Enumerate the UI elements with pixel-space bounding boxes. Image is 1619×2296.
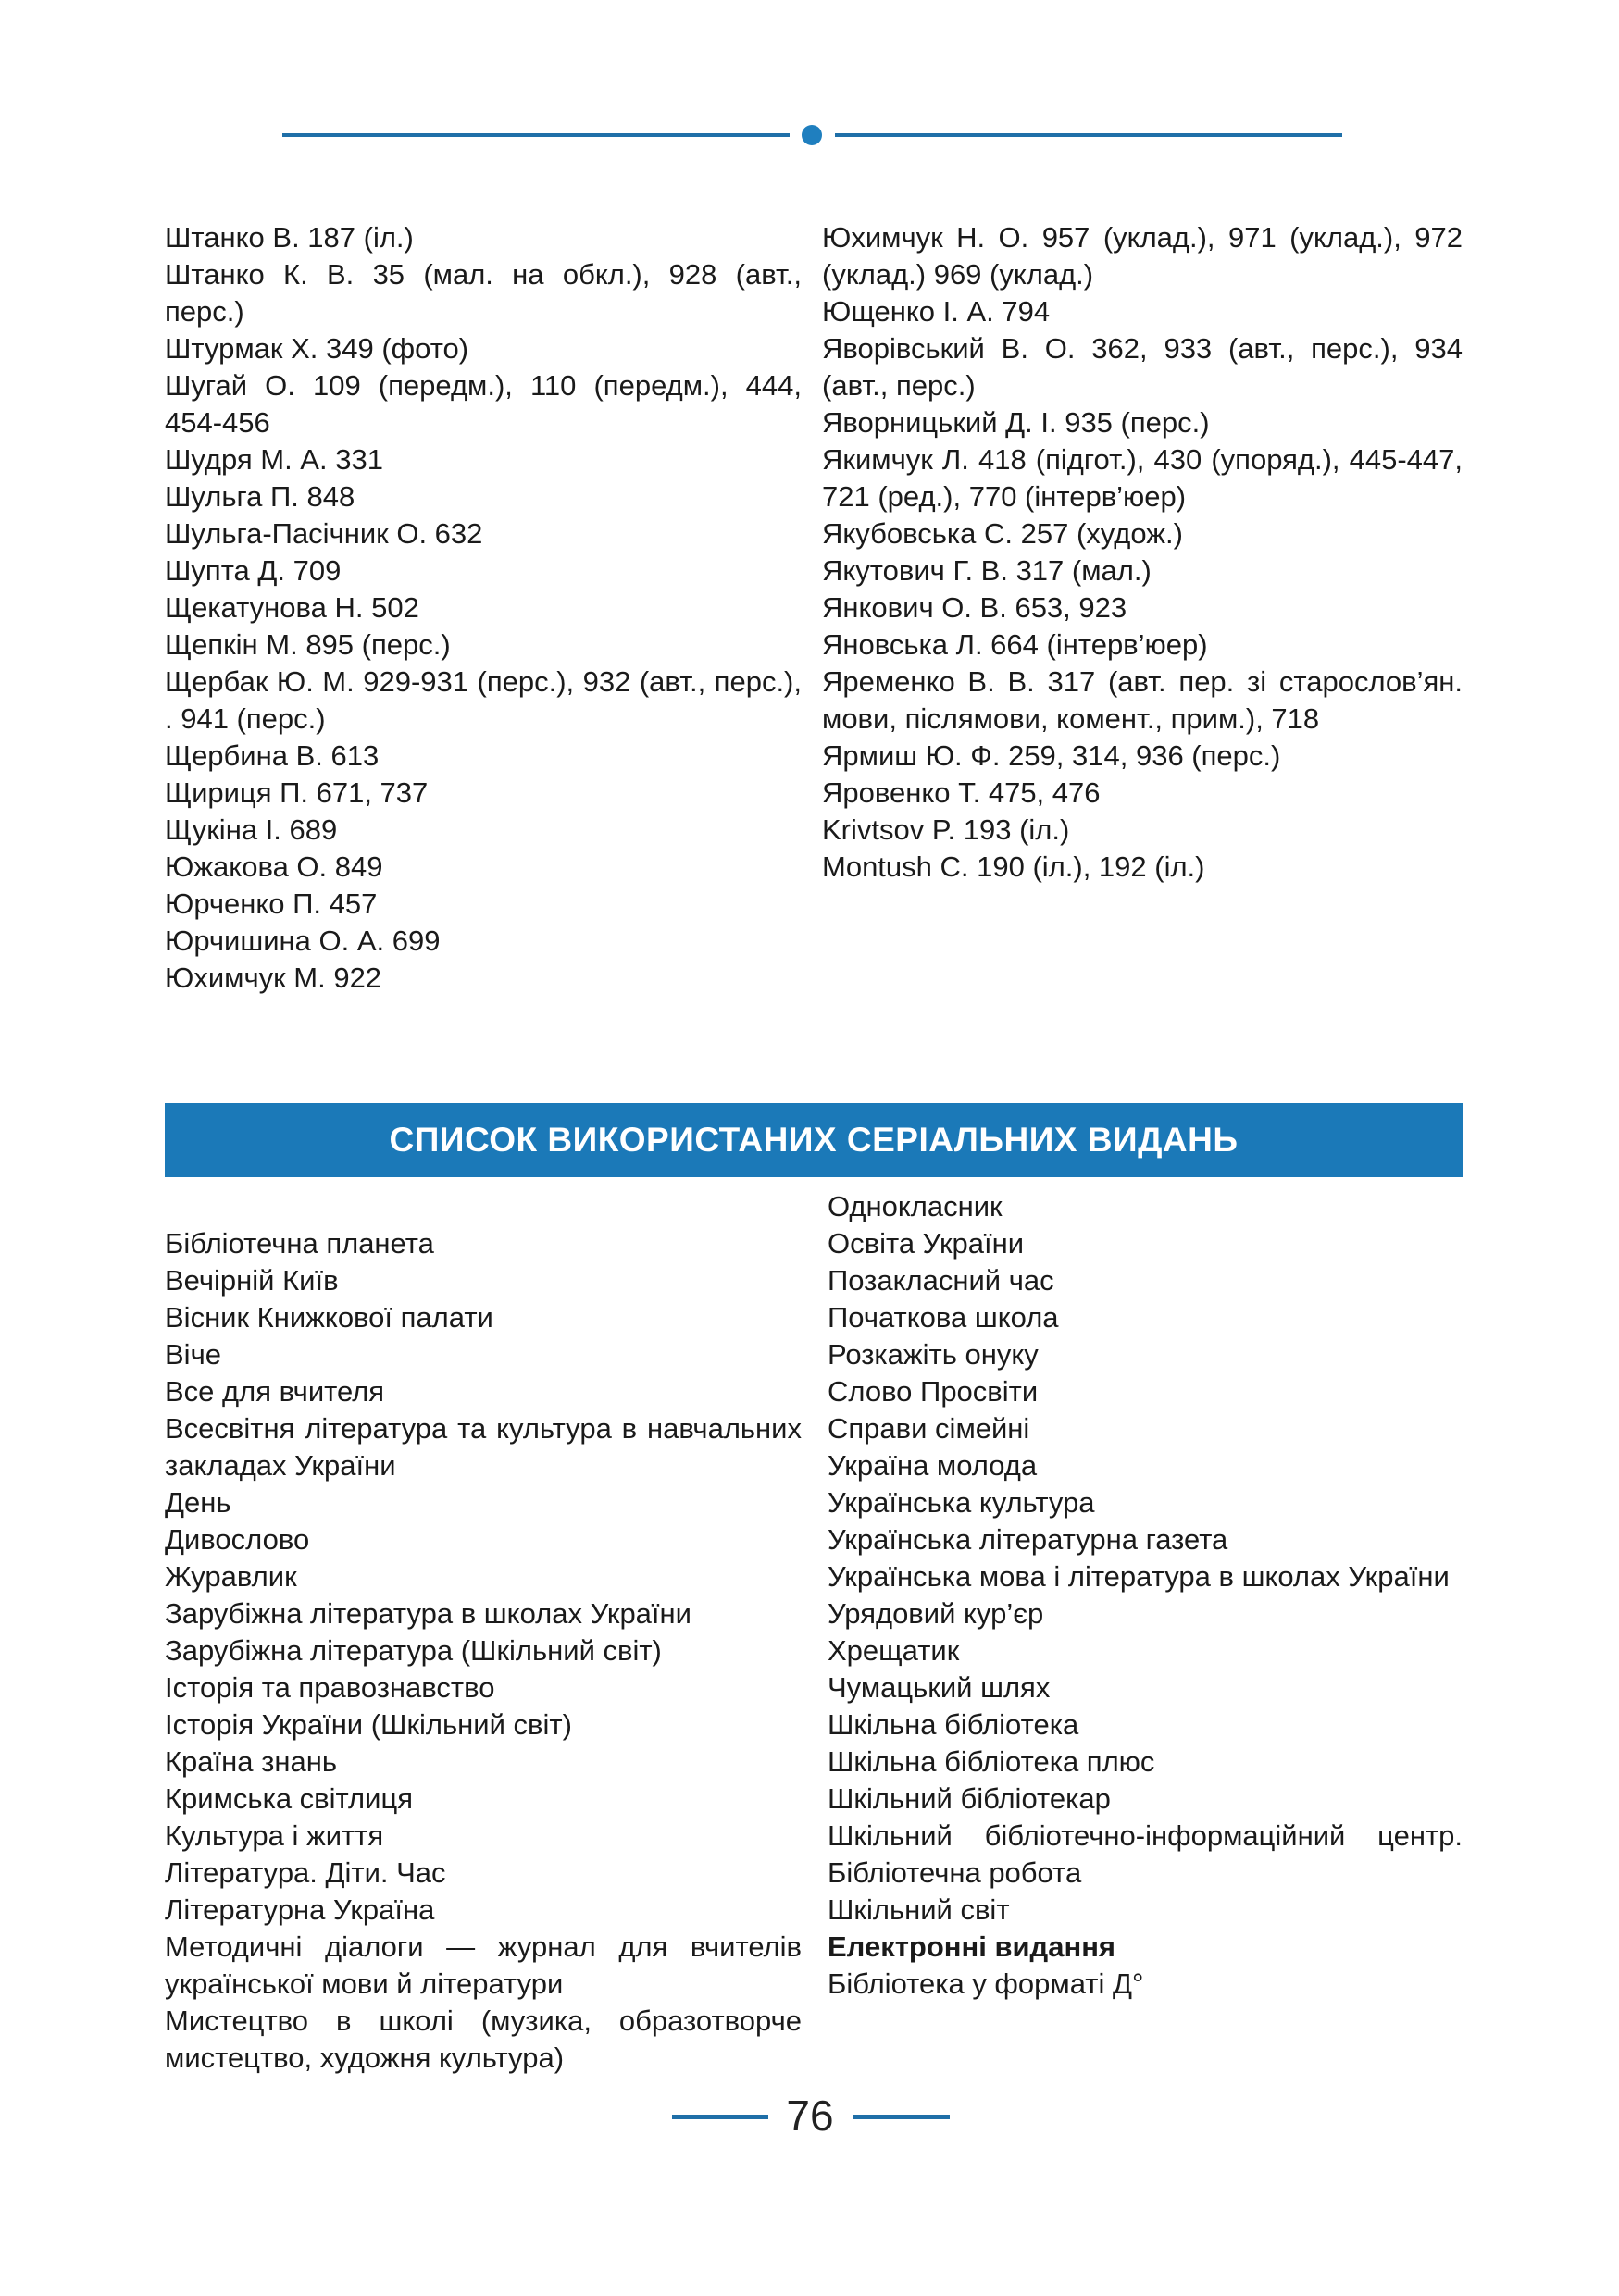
index-entry: Шугай О. 109 (передм.), 110 (передм.), 444, 454-456 <box>165 369 802 439</box>
serial-item: Шкільний бібліотекар <box>828 1782 1111 1815</box>
index-entry: Krivtsov P. 193 (іл.) <box>822 813 1070 846</box>
index-entry: Янкович О. В. 653, 923 <box>822 591 1127 624</box>
serial-item: Однокласник <box>828 1190 1003 1222</box>
index-entry: Щекатунова Н. 502 <box>165 591 419 624</box>
index-entry: Яворівський В. О. 362, 933 (авт., перс.), 934 (авт., перс.) <box>822 332 1463 402</box>
serial-item: Позакласний час <box>828 1264 1054 1297</box>
serial-item: Справи сімейні <box>828 1412 1030 1445</box>
serial-item: Віче <box>165 1338 221 1371</box>
footer-rule-right <box>853 2115 950 2119</box>
index-entry: Щербак Ю. М. 929-931 (перс.), 932 (авт., перс.), . 941 (перс.) <box>165 665 802 735</box>
serial-item: Українська літературна газета <box>828 1523 1228 1556</box>
serial-item: Зарубіжна література (Шкільний світ) <box>165 1634 662 1667</box>
index-entry: Яворницький Д. І. 935 (перс.) <box>822 406 1210 439</box>
serial-item: Шкільний бібліотечно-інформаційний центр. Бібліотечна робота <box>828 1819 1463 1889</box>
index-entry: Якутович Г. В. 317 (мал.) <box>822 554 1152 587</box>
header-dot <box>802 125 822 145</box>
index-right-column <box>822 219 1463 886</box>
serial-item: Початкова школа <box>828 1301 1059 1334</box>
serial-item: Слово Просвіти <box>828 1375 1039 1408</box>
serials-right-column <box>828 1188 1463 2003</box>
index-entry: Яровенко Т. 475, 476 <box>822 776 1101 809</box>
serial-item: Культура і життя <box>165 1819 384 1852</box>
serial-item: Україна молода <box>828 1449 1038 1482</box>
index-entry: Юхимчук Н. О. 957 (уклад.), 971 (уклад.), 972 (уклад.) 969 (уклад.) <box>822 221 1463 291</box>
index-entry: Яременко В. В. 317 (авт. пер. зі старослов’ян. мови, післямови, комент., прим.), 718 <box>822 665 1463 735</box>
electronic-item: Бібліотека у форматі Д° <box>828 1967 1144 2000</box>
electronic-editions-heading: Електронні видання <box>828 1930 1116 1963</box>
serial-item: Вечірній Київ <box>165 1264 339 1297</box>
index-entry: Шупта Д. 709 <box>165 554 342 587</box>
header-rule-right <box>835 133 1342 137</box>
serial-item: Шкільна бібліотека <box>828 1708 1079 1741</box>
serial-item: Історія та правознавство <box>165 1671 495 1704</box>
serial-item: Вісник Книжкової палати <box>165 1301 493 1334</box>
serial-item: Історія України (Шкільний світ) <box>165 1708 572 1741</box>
index-entry: Южакова О. 849 <box>165 850 383 883</box>
serial-item: Чумацький шлях <box>828 1671 1051 1704</box>
header-rule-left <box>282 133 790 137</box>
index-entry: Щукіна І. 689 <box>165 813 338 846</box>
serial-item: Шкільний світ <box>828 1893 1010 1926</box>
serial-item: Методичні діалоги — журнал для вчителів української мови й літератури <box>165 1930 802 2000</box>
index-entry: Шульга П. 848 <box>165 480 355 513</box>
index-entry: Щербина В. 613 <box>165 739 380 772</box>
index-entry: Яновська Л. 664 (інтерв’юер) <box>822 628 1208 661</box>
section-title-banner: СПИСОК ВИКОРИСТАНИХ СЕРІАЛЬНИХ ВИДАНЬ <box>165 1103 1463 1177</box>
serial-item: Бібліотечна планета <box>165 1227 434 1260</box>
serial-item: Література. Діти. Час <box>165 1856 446 1889</box>
serial-item: Кримська світлиця <box>165 1782 413 1815</box>
serial-item: Країна знань <box>165 1745 337 1778</box>
index-entry: Якимчук Л. 418 (підгот.), 430 (упоряд.), 445-447, 721 (ред.), 770 (інтерв’юер) <box>822 443 1463 513</box>
index-left-column <box>165 219 802 997</box>
serial-item: Все для вчителя <box>165 1375 385 1408</box>
index-entry: Штурмак Х. 349 (фото) <box>165 332 469 365</box>
index-entry: Штанко К. В. 35 (мал. на обкл.), 928 (авт., перс.) <box>165 258 802 328</box>
index-entry: Щепкін М. 895 (перс.) <box>165 628 451 661</box>
index-entry: Шульга-Пасічник О. 632 <box>165 517 483 550</box>
serial-item: День <box>165 1486 231 1519</box>
serial-item: Розкажіть онуку <box>828 1338 1039 1371</box>
serial-item: Освіта України <box>828 1227 1025 1260</box>
serials-left-column <box>165 1225 802 2077</box>
index-entry: Юхимчук М. 922 <box>165 962 382 994</box>
index-entry: Юрчишина О. А. 699 <box>165 925 441 957</box>
serial-item: Дивослово <box>165 1523 310 1556</box>
page-number: 76 <box>786 2091 834 2140</box>
index-entry: Montush C. 190 (іл.), 192 (іл.) <box>822 850 1205 883</box>
serial-item: Українська мова і література в школах України <box>828 1560 1450 1593</box>
index-entry: Шудря М. А. 331 <box>165 443 383 476</box>
serial-item: Мистецтво в школі (музика, образотворче мистецтво, художня культура) <box>165 2004 802 2074</box>
index-entry: Юрченко П. 457 <box>165 887 378 920</box>
serial-item: Урядовий кур’єр <box>828 1597 1044 1630</box>
footer-rule-left <box>672 2115 768 2119</box>
serial-item: Зарубіжна література в школах України <box>165 1597 691 1630</box>
serial-item: Журавлик <box>165 1560 297 1593</box>
serial-item: Українська культура <box>828 1486 1095 1519</box>
index-entry: Штанко В. 187 (іл.) <box>165 221 414 254</box>
serial-item: Хрещатик <box>828 1634 960 1667</box>
serial-item: Всесвітня література та культура в навчальних закладах України <box>165 1412 802 1482</box>
serial-item: Шкільна бібліотека плюс <box>828 1745 1155 1778</box>
index-entry: Щириця П. 671, 737 <box>165 776 429 809</box>
serial-item: Літературна Україна <box>165 1893 435 1926</box>
index-entry: Ющенко І. А. 794 <box>822 295 1051 328</box>
index-entry: Якубовська С. 257 (худож.) <box>822 517 1183 550</box>
index-entry: Ярмиш Ю. Ф. 259, 314, 936 (перс.) <box>822 739 1281 772</box>
